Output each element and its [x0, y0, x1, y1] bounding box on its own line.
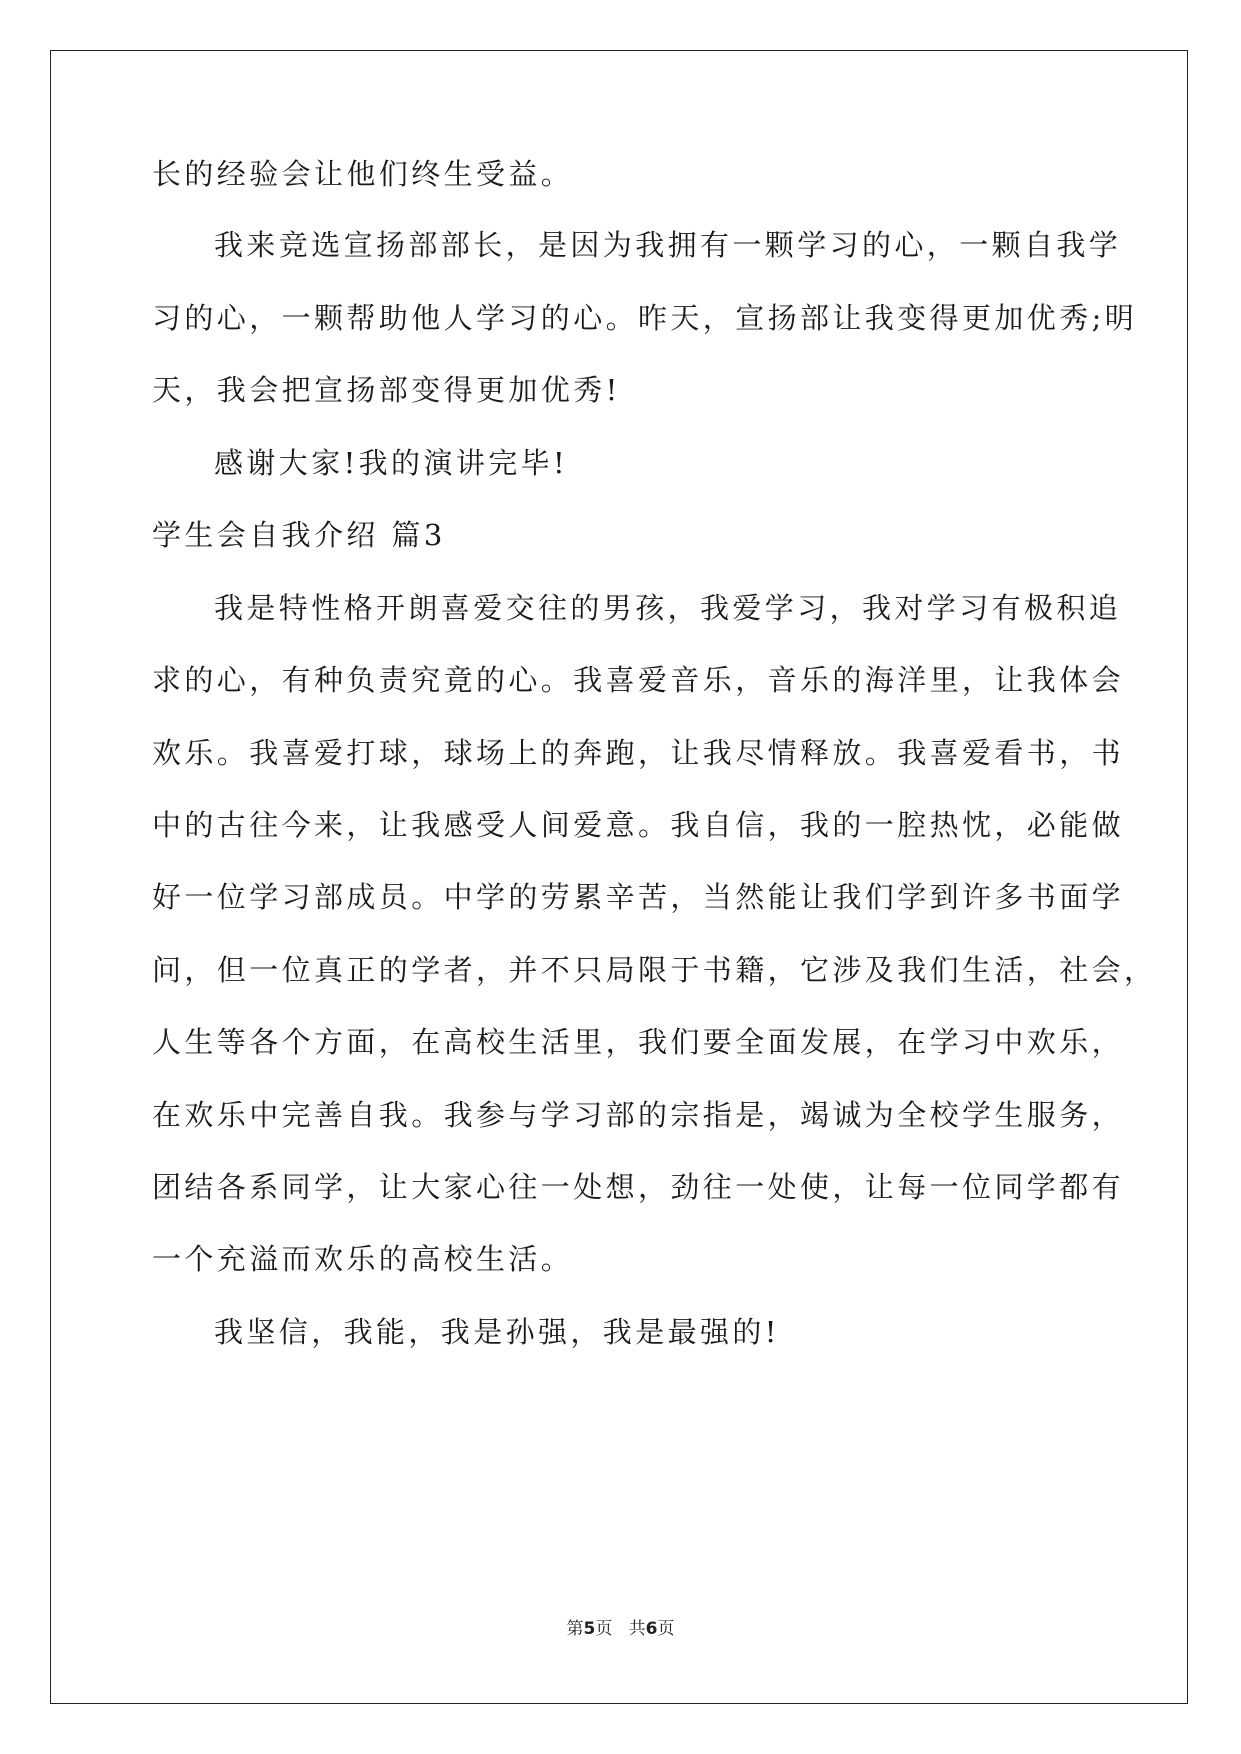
text-line: 问，但一位真正的学者，并不只局限于书籍，它涉及我们生活，社会，: [152, 953, 1157, 987]
text-line: 欢乐。我喜爱打球，球场上的奔跑，让我尽情释放。我喜爱看书，书: [152, 736, 1125, 770]
text-line: 团结各系同学，让大家心往一处想，劲往一处使，让每一位同学都有: [152, 1170, 1125, 1204]
text-line: 习的心，一颗帮助他人学习的心。昨天，宣扬部让我变得更加优秀;明: [152, 301, 1138, 335]
text-line: 感谢大家!我的演讲完毕!: [214, 446, 569, 480]
footer-page-prefix: 第: [566, 1619, 584, 1639]
text-line: 人生等各个方面，在高校生活里，我们要全面发展，在学习中欢乐，: [152, 1025, 1125, 1059]
text-line: 我来竞选宣扬部部长，是因为我拥有一颗学习的心，一颗自我学: [214, 228, 1122, 262]
text-line: 求的心，有种负责究竟的心。我喜爱音乐，音乐的海洋里，让我体会: [152, 663, 1125, 697]
text-line: 好一位学习部成员。中学的劳累辛苦，当然能让我们学到许多书面学: [152, 880, 1125, 914]
text-line: 一个充溢而欢乐的高校生活。: [152, 1242, 574, 1276]
footer-total-prefix: 共: [628, 1619, 646, 1639]
footer-page-suffix: 页: [595, 1619, 613, 1639]
text-line: 中的古往今来，让我感受人间爱意。我自信，我的一腔热忱，必能做: [152, 808, 1125, 842]
footer-total-suffix: 页: [657, 1619, 675, 1639]
page-footer: [0, 1618, 1241, 1640]
text-line: 我是特性格开朗喜爱交往的男孩，我爱学习，我对学习有极积追: [214, 591, 1122, 625]
footer-page-number: 5: [583, 1619, 596, 1639]
footer-total-pages: 6: [645, 1619, 658, 1639]
text-line: 天，我会把宣扬部变得更加优秀!: [152, 373, 621, 407]
text-line: 我坚信，我能，我是孙强，我是最强的!: [214, 1315, 780, 1349]
text-line: 在欢乐中完善自我。我参与学习部的宗指是，竭诚为全校学生服务，: [152, 1098, 1125, 1132]
section-heading: 学生会自我介绍 篇3: [152, 518, 446, 552]
text-line: 长的经验会让他们终生受益。: [152, 157, 574, 191]
